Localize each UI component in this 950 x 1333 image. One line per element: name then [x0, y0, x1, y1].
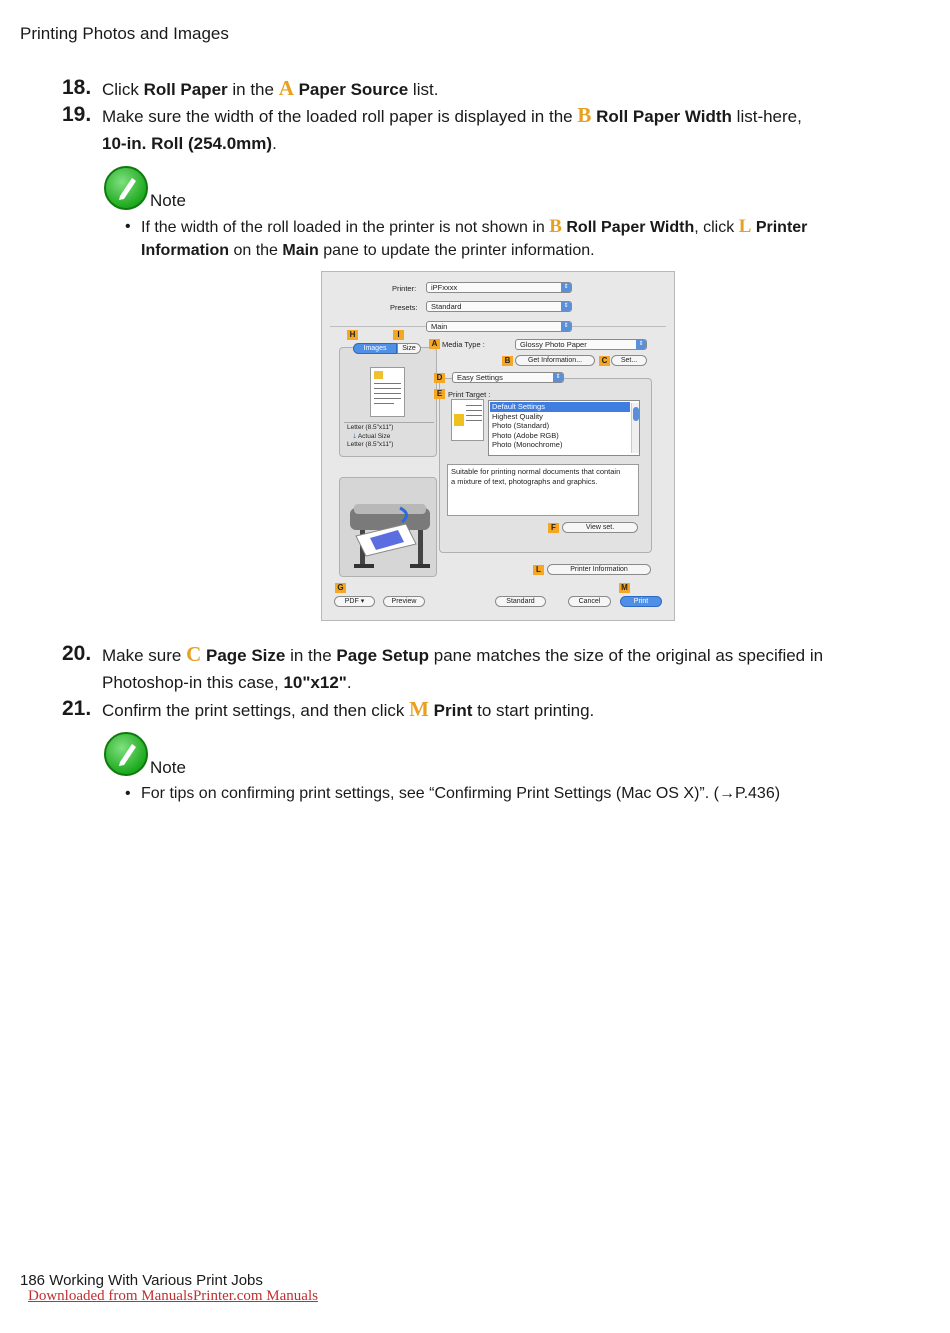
list-item[interactable]: Photo (Monochrome) — [492, 440, 563, 449]
note-text[interactable]: For tips on confirming print settings, see “Confirming Print Settings (Mac OS X)”. (→P.436) — [141, 785, 781, 802]
page-footer: 186 Working With Various Print Jobs — [20, 1272, 263, 1289]
callout-letter: C — [186, 642, 202, 666]
presets-label: Presets: — [390, 303, 418, 312]
chevron-updown-icon: ⇕ — [636, 340, 646, 349]
settings-mode-select[interactable] — [452, 372, 564, 383]
note-text: on the — [229, 242, 283, 259]
tab-size[interactable]: Size — [397, 343, 421, 354]
bullet-dot: • — [125, 218, 131, 235]
text-line — [374, 403, 394, 404]
chevron-updown-icon: ⇕ — [561, 283, 571, 292]
note-pencil-icon — [104, 732, 148, 776]
scrollbar-thumb[interactable] — [633, 407, 639, 421]
printer-information-button[interactable]: Printer Information — [547, 564, 651, 575]
printer-label: Printer: — [392, 284, 417, 293]
image-thumbnail — [374, 371, 383, 379]
print-target-list[interactable] — [488, 400, 640, 456]
set-button[interactable]: Set... — [611, 355, 647, 366]
note-label: Note — [150, 191, 186, 210]
bold-term: Roll Paper Width — [591, 107, 732, 126]
callout-tag-d: D — [434, 373, 445, 383]
note-bullet — [125, 215, 855, 265]
presets-value: Standard — [431, 302, 462, 311]
text-line — [374, 393, 401, 394]
callout-tag-g: G — [335, 583, 346, 593]
paper-size-in: Letter (8.5"x11") — [347, 424, 394, 431]
printer-image-panel — [339, 477, 437, 577]
text-line — [466, 420, 482, 421]
get-information-button[interactable]: Get Information... — [515, 355, 595, 366]
bold-term: Print — [428, 701, 473, 720]
bold-term: Main — [282, 242, 319, 259]
callout-tag-m: M — [619, 583, 630, 593]
step-number: 21. — [62, 697, 92, 720]
text-line — [466, 415, 482, 416]
step-20 — [62, 640, 882, 692]
list-scrollbar[interactable] — [631, 403, 639, 453]
step-text: Click — [102, 80, 144, 99]
list-item-selected[interactable]: Default Settings — [490, 402, 630, 412]
print-target-label: Print Target : — [448, 390, 491, 399]
list-item[interactable]: Highest Quality — [492, 412, 543, 421]
callout-letter: A — [278, 76, 294, 100]
print-dialog-screenshot — [321, 271, 675, 621]
download-link[interactable]: Downloaded from ManualsPrinter.com Manuals — [28, 1288, 318, 1304]
chevron-updown-icon: ⇕ — [553, 373, 563, 382]
text-line — [374, 383, 401, 384]
media-type-value: Glossy Photo Paper — [520, 340, 587, 349]
pdf-button[interactable]: PDF ▾ — [334, 596, 375, 607]
image-thumbnail — [454, 414, 464, 426]
step-text: Make sure — [102, 646, 187, 665]
step-text: list. — [408, 80, 439, 99]
bold-term: Information — [141, 242, 229, 259]
print-button[interactable]: Print — [620, 596, 662, 607]
step-text: . — [272, 134, 277, 153]
chevron-updown-icon: ⇕ — [561, 322, 571, 331]
description-box: Suitable for printing normal documents that contain a mixture of text, photographs and graphics. — [447, 464, 639, 516]
step-number: 18. — [62, 76, 92, 99]
callout-tag-h: H — [347, 330, 358, 340]
tab-images[interactable]: Images — [353, 343, 397, 354]
bold-term: Roll Paper — [143, 80, 228, 99]
bold-term: Page Setup — [336, 646, 430, 665]
print-target-thumbnail — [451, 399, 484, 441]
text-line — [374, 398, 401, 399]
note-bullet — [125, 782, 855, 806]
list-item[interactable]: Photo (Standard) — [492, 421, 550, 430]
actual-size-text: Actual Size — [357, 433, 391, 440]
media-type-label: Media Type : — [442, 340, 485, 349]
step-text: list-here, — [731, 107, 802, 126]
step-text: to start printing. — [472, 701, 595, 720]
callout-letter: M — [409, 697, 429, 721]
bold-term: Paper Source — [293, 80, 409, 99]
paper-size-out: Letter (8.5"x11") — [347, 441, 394, 448]
step-text: in the — [285, 646, 337, 665]
callout-letter: B — [549, 216, 562, 237]
callout-tag-f: F — [548, 523, 559, 533]
step-text: pane matches the size of the original as specified in — [429, 646, 824, 665]
callout-tag-c: C — [599, 356, 610, 366]
step-text: in the — [227, 80, 279, 99]
step-text: Make sure the width of the loaded roll paper is displayed in the — [102, 107, 578, 126]
presets-select[interactable] — [426, 301, 572, 312]
callout-tag-a: A — [429, 339, 440, 349]
preview-button[interactable]: Preview — [383, 596, 425, 607]
bold-term: Page Size — [201, 646, 286, 665]
text-line — [466, 410, 482, 411]
pane-value: Main — [431, 322, 448, 331]
note-pencil-icon — [104, 166, 148, 210]
arrow-down-icon: 🡓 — [353, 433, 357, 440]
note-label: Note — [150, 758, 186, 777]
chevron-updown-icon: ⇕ — [561, 302, 571, 311]
bullet-dot: • — [125, 785, 131, 802]
step-text: Confirm the print settings, and then click — [102, 701, 410, 720]
step-18 — [62, 74, 882, 102]
bold-term: Printer — [751, 219, 808, 236]
bold-term: 10-in. Roll (254.0mm) — [102, 134, 273, 153]
printer-select[interactable] — [426, 282, 572, 293]
page-preview — [370, 367, 405, 417]
printer-illustration-icon — [340, 478, 436, 576]
running-header: Printing Photos and Images — [20, 24, 229, 43]
text-line — [374, 388, 401, 389]
cancel-button[interactable]: Cancel — [568, 596, 611, 607]
text-line — [466, 405, 482, 406]
callout-tag-l: L — [533, 565, 544, 575]
bold-term: Roll Paper Width — [561, 219, 695, 236]
settings-mode-value: Easy Settings — [457, 373, 503, 382]
divider — [344, 422, 434, 423]
step-21 — [62, 695, 882, 723]
callout-tag-e: E — [434, 389, 445, 399]
step-number: 20. — [62, 642, 92, 665]
pane-select[interactable] — [426, 321, 572, 332]
callout-tag-b: B — [502, 356, 513, 366]
callout-letter: L — [738, 216, 752, 237]
note-text: pane to update the printer information. — [318, 242, 595, 259]
standard-button[interactable]: Standard — [495, 596, 546, 607]
note-text: , click — [694, 219, 739, 236]
callout-tag-i: I — [393, 330, 404, 340]
media-type-select[interactable] — [515, 339, 647, 350]
list-item[interactable]: Photo (Adobe RGB) — [492, 431, 559, 440]
step-number: 19. — [62, 103, 92, 126]
view-set-button[interactable]: View set. — [562, 522, 638, 533]
bold-term: 10"x12" — [283, 673, 347, 692]
callout-letter: B — [577, 103, 592, 127]
printer-value: iPFxxxx — [431, 283, 458, 292]
step-19 — [62, 101, 882, 153]
note-text: If the width of the roll loaded in the printer is not shown in — [141, 219, 550, 236]
step-text: Photoshop-in this case, — [102, 673, 284, 692]
step-text: . — [346, 673, 352, 692]
